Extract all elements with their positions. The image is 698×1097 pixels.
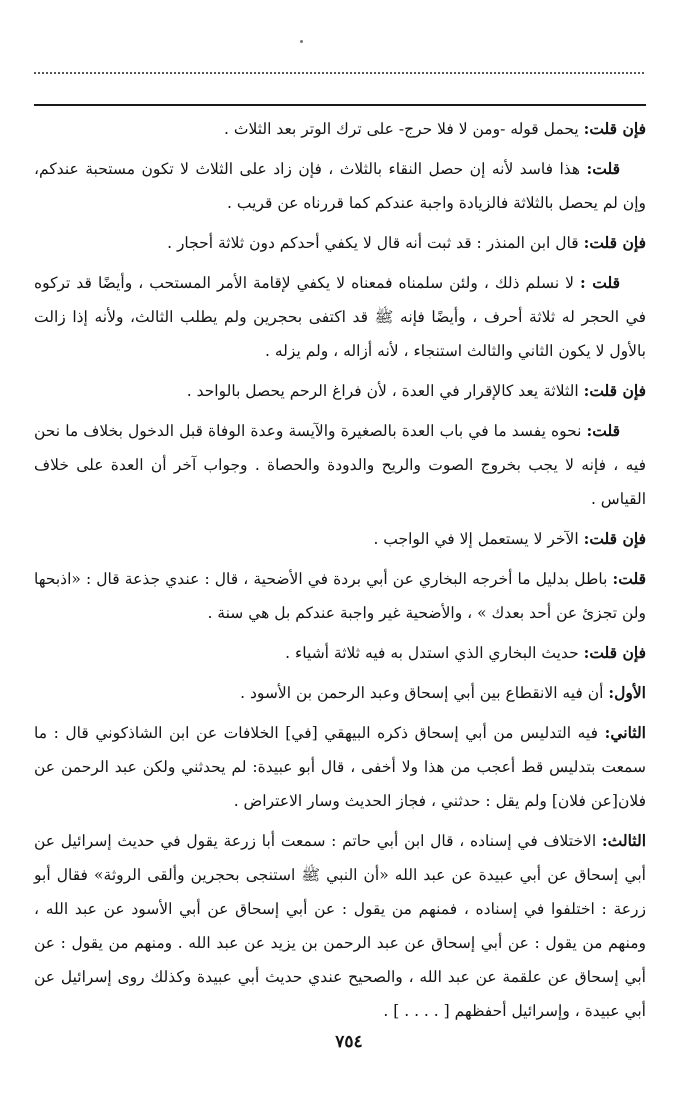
paragraph-lead: الثاني: [604, 723, 646, 742]
paragraph [34, 522, 646, 556]
paragraph-lead: فإن قلت: [583, 529, 646, 548]
paragraph-text: نحوه يفسد ما في باب العدة بالصغيرة والآيسة وعدة الوفاة قبل الدخول بخلاف ما نحن فيه ، فإنه لا يجب بخروج الصوت والريح والدودة والحصاة . وجواب آخر أن العدة على خلاف القياس . [34, 422, 646, 508]
paragraph-text: أن فيه الانقطاع بين أبي إسحاق وعبد الرحمن بن الأسود . [240, 684, 609, 702]
dotted-header-rule [34, 72, 644, 74]
paragraph-lead: فإن قلت: [583, 119, 646, 138]
paragraph [34, 636, 646, 670]
paragraph-text: فيه التدليس من أبي إسحاق ذكره البيهقي [في] الخلافات عن ابن الشاذكوني قال : ما سمعت بتدليس قط أعجب من هذا ولا أخفى ، قال أبو عبيدة: لم يحدثني ولكن عبد الرحمن عن فلان[عن فلان] ولم يقل : حدثني ، فجاز الحديث وسار الاعتراض . [34, 724, 646, 810]
paragraph [34, 676, 646, 710]
paragraph-lead: الثالث: [601, 831, 646, 850]
paragraph [34, 716, 646, 818]
paragraph-lead: قلت: [612, 569, 646, 588]
paragraph-lead: فإن قلت: [583, 381, 646, 400]
paragraph-text: هذا فاسد لأنه إن حصل النقاء بالثلاث ، فإن زاد على الثلاث لا تكون مستحبة عندكم، وإن لم يحصل بالثلاثة فالزيادة واجبة عندكم كما قررناه عن قريب . [34, 160, 646, 212]
paragraph [34, 414, 646, 516]
paragraph-text: حديث البخاري الذي استدل به فيه ثلاثة أشياء . [285, 644, 584, 662]
paragraph [34, 562, 646, 630]
paragraph [34, 824, 646, 1028]
paragraph [34, 374, 646, 408]
paragraph [34, 112, 646, 146]
paragraph-lead: الأول: [608, 683, 646, 702]
page-number: ٧٥٤ [335, 1032, 363, 1052]
paragraph-text: باطل بدليل ما أخرجه البخاري عن أبي بردة في الأضحية ، قال : عندي جذعة قال : «اذبحها ولن تجزئ عن أحد بعدك » ، والأضحية غير واجبة عندكم بل هي سنة . [34, 570, 646, 622]
paragraph-lead: قلت: [586, 159, 620, 178]
paragraph-text: الاختلاف في إسناده ، قال ابن أبي حاتم : سمعت أبا زرعة يقول في حديث إسرائيل عن أبي إسحاق عن أبي عبيدة عن عبد الله «أن النبي ﷺ استنجى بحجرين وألقى الروثة» فقال أبو زرعة : اختلفوا في إسناده ، فمنهم من يقول : عن أبي إسحاق عن أبي الأسود عن عبد الله ، ومنهم من يقول : عن أبي إسحاق عن عبد الرحمن بن يزيد عن عبد الله . ومنهم من يقول : عن أبي إسحاق عن علقمة عن عبد الله ، والصحيح عندي حديث أبي عبيدة وكذلك روى إسرائيل عن أبي عبيدة ، وإسرائيل أحفظهم [ . . . . ] . [34, 832, 646, 1020]
paragraph-lead: فإن قلت: [583, 643, 646, 662]
paragraph [34, 266, 646, 368]
paragraph-text: الآخر لا يستعمل إلا في الواجب . [373, 530, 584, 548]
paragraph-text: قال ابن المنذر : قد ثبت أنه قال لا يكفي أحدكم دون ثلاثة أحجار . [167, 234, 584, 252]
page-speck [300, 40, 303, 43]
page-body [34, 112, 646, 1034]
paragraph-lead: قلت : [580, 273, 620, 292]
header-rule [34, 104, 646, 106]
paragraph [34, 226, 646, 260]
paragraph-text: يحمل قوله -ومن لا فلا حرج- على ترك الوتر بعد الثلاث . [224, 120, 584, 138]
paragraph-text: الثلاثة يعد كالإقرار في العدة ، لأن فراغ الرحم يحصل بالواحد . [186, 382, 584, 400]
paragraph-lead: فإن قلت: [583, 233, 646, 252]
paragraph [34, 152, 646, 220]
paragraph-lead: قلت: [586, 421, 620, 440]
paragraph-text: لا نسلم ذلك ، ولئن سلمناه فمعناه لا يكفي لإقامة الأمر المستحب ، وأيضًا قد تركوه في الحجر له ثلاثة أحرف ، وأيضًا فإنه ﷺ قد اكتفى بحجرين ولم يطلب الثالث، ولأنه إذا زالت بالأول لا يكون الثاني والثالث استنجاء ، لأنه أزاله ، ولم يزله . [34, 274, 646, 360]
